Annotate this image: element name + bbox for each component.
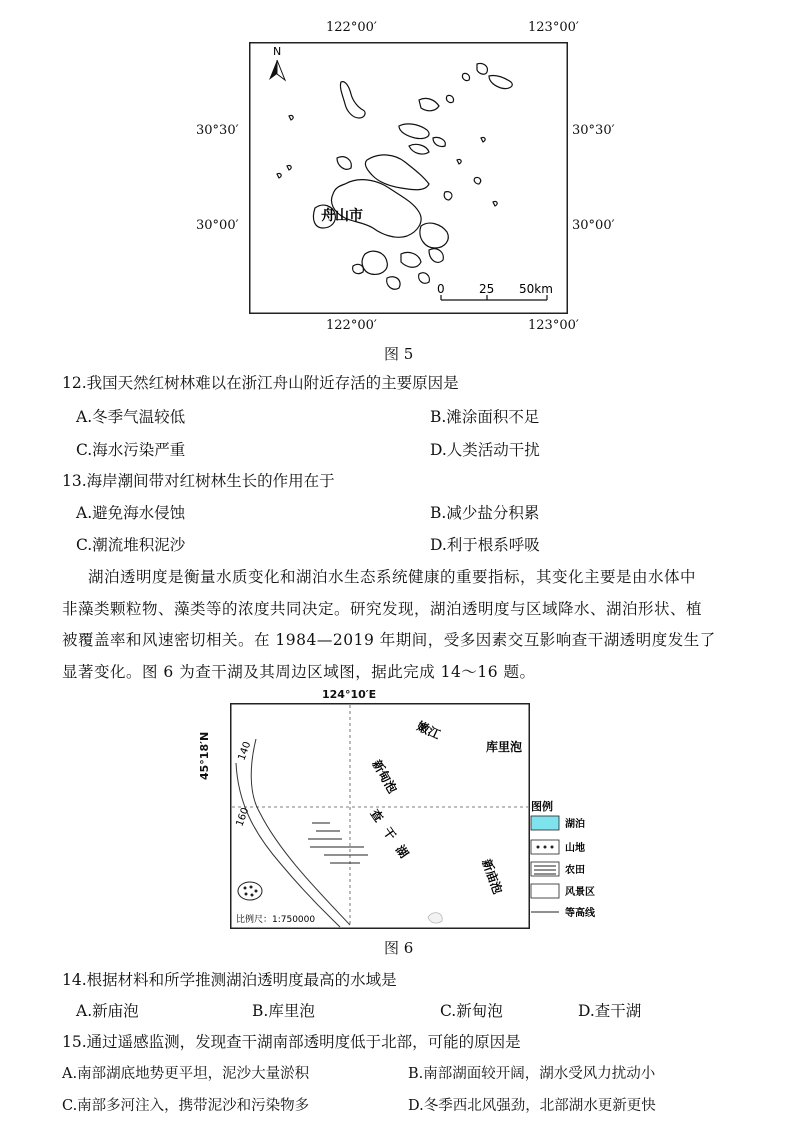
fig5-lat-lower-left: 30°00′	[196, 218, 239, 233]
fig5-lat-lower-right: 30°00′	[572, 218, 615, 233]
fig5-scale-0: 0	[437, 282, 445, 296]
q12-option-c: C.海水污染严重	[76, 441, 186, 459]
q14-option-d: D.查干湖	[578, 1002, 642, 1020]
fig5-lon-bottom-right: 123°00′	[528, 318, 579, 333]
legend-lake-swatch	[531, 816, 559, 830]
q15-option-c: C.南部多河注入，携带泥沙和污染物多	[62, 1098, 310, 1114]
fig5-map	[249, 42, 568, 314]
q14-stem: 14.根据材料和所学推测湖泊透明度最高的水域是	[62, 971, 397, 989]
fig5-north-label: N	[273, 45, 282, 58]
fig5-lat-upper-left: 30°30′	[196, 123, 239, 138]
passage-line-2: 非藻类颗粒物、藻类等的浓度共同决定。研究发现，湖泊透明度与区域降水、湖泊形状、植	[62, 600, 703, 618]
q14-option-a: A.新庙泡	[76, 1002, 139, 1020]
fig6-kuli-label	[486, 739, 522, 754]
fig6-xinmiao-label: 新庙泡	[479, 857, 505, 896]
legend-mountain-label: 山地	[565, 843, 585, 854]
scenic-area-icon	[238, 882, 262, 900]
fig5-city-label: 舟山市	[321, 208, 363, 224]
fig5-lat-upper-right: 30°30′	[572, 123, 615, 138]
fig5-lon-bottom-left: 122°00′	[326, 318, 377, 333]
fig6-contour-160-label: 160	[234, 806, 252, 829]
legend-farmland-label: 农田	[565, 865, 585, 876]
fig5-lon-top-left: 122°00′	[326, 20, 377, 35]
fig5-scale-50: 50km	[519, 282, 553, 296]
q13-stem: 13.海岸潮间带对红树林生长的作用在于	[62, 472, 335, 490]
fig6-scale-label: 比例尺：1:750000	[236, 915, 316, 925]
passage-line-3: 被覆盖率和风速密切相关。在 1984—2019 年期间，受多因素交互影响查干湖透明度发生了	[62, 631, 716, 649]
fig5-map-frame	[250, 43, 568, 314]
fig6-lat-label: 45°18′N	[198, 731, 211, 780]
fig6-map	[230, 703, 530, 929]
q14-option-b: B.库里泡	[252, 1002, 315, 1020]
q15-option-d: D.冬季西北风强劲，北部湖水更新更快	[408, 1098, 656, 1114]
q15-stem: 15.通过遥感监测，发现查干湖南部透明度低于北部，可能的原因是	[62, 1033, 521, 1051]
fig5-lon-top-right: 123°00′	[528, 20, 579, 35]
fig6-contour-140-label: 140	[236, 740, 254, 763]
q15-option-a: A.南部湖底地势更平坦，泥沙大量淤积	[62, 1066, 310, 1082]
q13-option-a: A.避免海水侵蚀	[76, 504, 186, 522]
legend-lake-label: 湖泊	[565, 819, 585, 830]
q13-option-c: C.潮流堆积泥沙	[76, 536, 186, 554]
q12-stem: 12.我国天然红树林难以在浙江舟山附近存活的主要原因是	[62, 374, 459, 392]
legend-scenic-label: 风景区	[565, 887, 595, 898]
q12-option-d: D.人类活动干扰	[430, 441, 540, 459]
passage-line-1: 湖泊透明度是衡量水质变化和湖泊水生态系统健康的重要指标，其变化主要是由水体中	[88, 568, 697, 586]
fig6-chagan-label: 查干湖	[367, 806, 417, 869]
fig6-caption: 图 6	[384, 939, 414, 957]
passage-line-4: 显著变化。图 6 为查干湖及其周边区域图，据此完成 14～16 题。	[62, 663, 536, 681]
q14-option-c: C.新甸泡	[440, 1002, 503, 1020]
fig6-legend	[531, 800, 601, 924]
fig6-lon-label: 124°10′E	[322, 688, 377, 701]
q12-option-a: A.冬季气温较低	[76, 408, 186, 426]
legend-contour-label: 等高线	[565, 908, 595, 919]
q13-option-b: B.减少盐分积累	[430, 504, 540, 522]
legend-title: 图例	[531, 800, 553, 813]
q13-option-d: D.利于根系呼吸	[430, 536, 540, 554]
fig5-scale-25: 25	[479, 282, 495, 296]
fig6-xindian-label: 新甸泡	[369, 757, 400, 796]
legend-scenic-swatch	[531, 884, 559, 898]
fig6-river-label: 嫩江	[414, 719, 443, 742]
q12-option-b: B.滩涂面积不足	[430, 408, 540, 426]
svg-text:库里泡: 库里泡	[486, 740, 523, 754]
q15-option-b: B.南部湖面较开阔，湖水受风力扰动小	[408, 1066, 656, 1082]
fig5-caption: 图 5	[384, 345, 414, 363]
